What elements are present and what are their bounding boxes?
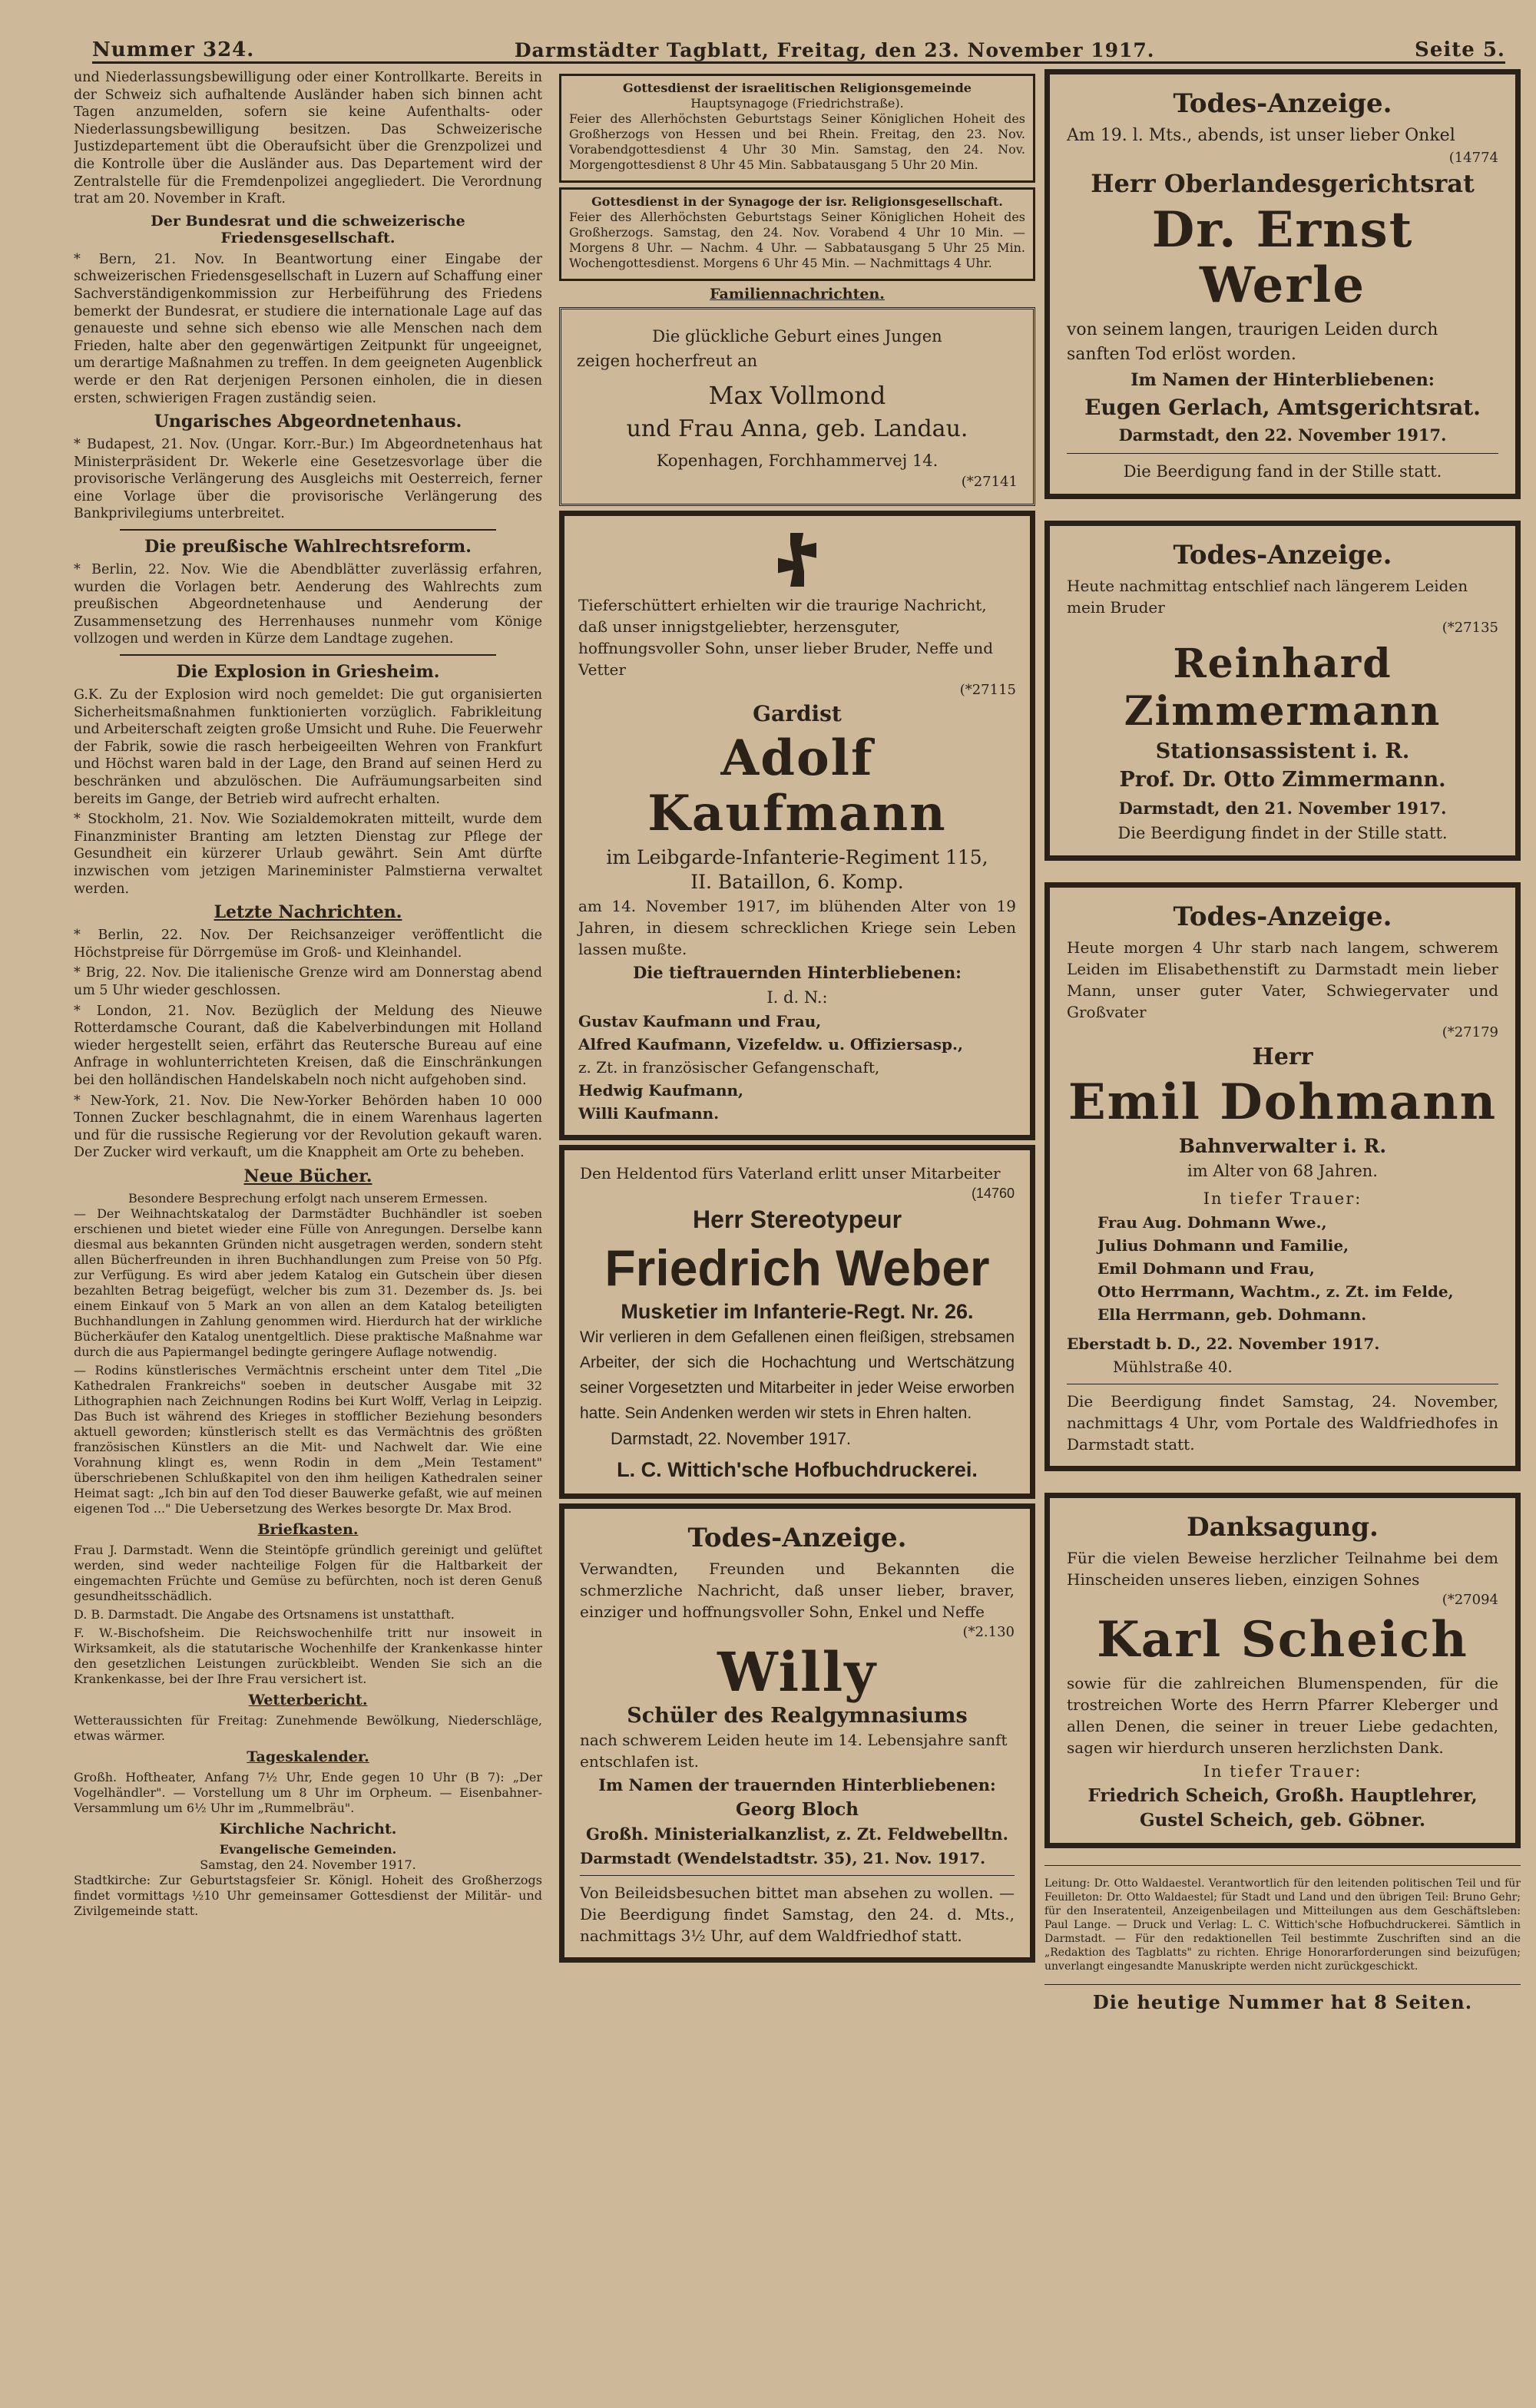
mourners-label: I. d. N.:	[766, 988, 828, 1007]
mourner: Emil Dohmann und Frau,	[1097, 1259, 1315, 1278]
issue-number: Nummer 324.	[92, 38, 255, 61]
notice-title: Danksagung.	[1187, 1512, 1379, 1543]
notice-text: Wir verlieren in dem Gefallenen einen fleißigen, strebsamen Arbeiter, der sich die Hochachtung und Wertschätzung seiner Vorgesetzten und Mitarbeiter in jeder Weise erworben hatte. Sein Andenken werden wir stets in Ehren halten.	[580, 1328, 1015, 1422]
paragraph: Frau J. Darmstadt. Wenn die Steintöpfe gründlich gereinigt und gelüftet werden, sind weder nachteilige Folgen für die Haltbarkeit der eingemachten Früchte und Gemüse zu befürchten, noch ist deren Genuß gesundheitsschädlich.	[74, 1542, 542, 1603]
deceased-age: im Alter von 68 Jahren.	[1187, 1162, 1378, 1180]
deceased-unit: im Leibgarde-Infanterie-Regiment 115,	[606, 846, 988, 868]
mourners-heading: Im Namen der trauernden Hinterbliebenen:	[598, 1775, 996, 1794]
birth-announcement	[559, 307, 1035, 506]
deceased-herr: Herr	[1252, 1044, 1313, 1070]
notice-intro: Tieferschüttert erhielten wir die traurige Nachricht, daß unser innigstgeliebter, herzensguter, hoffnungsvoller Sohn, unser lieber Bruder, Neffe und Vetter	[578, 596, 994, 679]
notice-intro: Heute nachmittag entschlief nach längerem Leiden mein Bruder	[1067, 577, 1468, 617]
paragraph: Stadtkirche: Zur Geburtstagsfeier Sr. Königl. Hoheit des Großherzogs findet vormittags ½10 Uhr gemeinsamer Gottesdienst der Militär- und Zivilgemeinde statt.	[74, 1872, 542, 1918]
deceased-rank: Herr Oberlandesgerichtsrat	[1091, 169, 1475, 198]
ad-reference: (14760	[971, 1186, 1015, 1201]
deceased-title: Herr Stereotypeur	[692, 1206, 902, 1233]
ad-reference: (*2.130	[962, 1624, 1015, 1640]
mourners-heading: Im Namen der Hinterbliebenen:	[1130, 370, 1435, 390]
notice-intro: Am 19. l. Mts., abends, ist unser lieber Onkel	[1067, 126, 1455, 145]
deceased-name: Dr. Ernst Werle	[1151, 201, 1414, 314]
notice-title: Gottesdienst der israelitischen Religionsgemeinde	[623, 81, 972, 95]
mourner: Hedwig Kaufmann,	[578, 1081, 744, 1100]
section-heading: Ungarisches Abgeordnetenhaus.	[154, 412, 462, 432]
deceased-rank: Bahnverwalter i. R.	[1178, 1135, 1387, 1157]
paragraph: * Bern, 21. Nov. In Beantwortung einer Eingabe der schweizerischen Friedensgesellschaft in Luzern auf Schaffung einer Sachverständigenkommission zur Herbeiführung des Friedens bemerkt der Bundesrat, er studiere die internationale Lage auf das genaueste und sehne sich ebenso wie alle Menschen nach dem Frieden, halte aber den gegenwärtigen Zeitpunkt für ungeeignet, um derartige Maßnahmen zu treffen. In dem geeigneten Augenblick werde er den Rat derjenigen Personen einholen, die in diesen ersten, schwierigen Fragen zuständig seien.	[74, 251, 542, 406]
mourner: Friedrich Scheich, Großh. Hauptlehrer,	[1087, 1785, 1478, 1806]
mourner: Julius Dohmann und Familie,	[1097, 1236, 1349, 1255]
paragraph: * London, 21. Nov. Bezüglich der Meldung des Nieuwe Rotterdamsche Courant, daß die Kabelverbindungen mit Holland wieder hergestellt seien, erfährt das Reutersche Bureau auf eine Anfrage in wohlunterrichteten Kreisen, daß die Einschränkungen bei den holländischen Handelskabeln noch nicht aufgehoben sind.	[74, 1003, 542, 1088]
mourner: Alfred Kaufmann, Vizefeldw. u. Offiziersasp.,	[578, 1035, 963, 1054]
page-number: Seite 5.	[1415, 38, 1505, 61]
section-heading: Wetterbericht.	[248, 1691, 368, 1708]
announcement-name: Max Vollmond	[708, 381, 886, 410]
notice-text: von seinem langen, traurigen Leiden durch sanften Tod erlöst worden.	[1067, 320, 1438, 364]
section-heading: Familiennachrichten.	[710, 286, 885, 303]
page-header	[92, 28, 1505, 64]
paragraph: und Niederlassungsbewilligung oder einer Kontrollkarte. Bereits in der Schweiz sich aufhaltende Ausländer haben sich binnen acht Tagen anzumelden, sofern sie keine Aufenthalts- oder Niederlassungsbewilligung besitzen. Das Schweizerische Justizdepartement übt die Oberaufsicht über die Grenzpolizei und die Kontrolle über die Ausländer aus. Das Departement wird der Zentralstelle für die Fremdenpolizei angegliedert. Die Verordnung trat am 20. November in Kraft.	[74, 70, 542, 207]
notice-date: Eberstadt b. D., 22. November 1917.	[1067, 1335, 1380, 1353]
paragraph: * Budapest, 21. Nov. (Ungar. Korr.-Bur.) Im Abgeordnetenhaus hat Ministerpräsident Dr. Wekerle eine Gesetzesvorlage über die provisorische Verlängerung des Ausgleichs mit Oesterreich, ferner eine Vorlage über die provisorische Verlängerung des Bankprivilegiums unterbreitet.	[74, 437, 542, 522]
section-subheading: Besondere Besprechung erfolgt nach unserem Ermessen.	[128, 1190, 488, 1206]
deceased-name: Friedrich Weber	[604, 1239, 990, 1296]
date-line: Samstag, den 24. November 1917.	[200, 1857, 416, 1872]
notice-intro: Heute morgen 4 Uhr starb nach langem, schwerem Leiden im Elisabethenstift zu Darmstadt mein lieber Mann, unser guter Vater, Schwiegervater und Großvater	[1067, 938, 1498, 1021]
page-count-note: Die heutige Nummer hat 8 Seiten.	[1092, 1991, 1473, 2013]
notice-text: nach schwerem Leiden heute im 14. Lebensjahre sanft entschlafen ist.	[580, 1731, 1008, 1771]
notice-date: Darmstadt, 22. November 1917.	[611, 1429, 852, 1448]
thanks-notice-scheich	[1044, 1493, 1521, 1848]
mourner: z. Zt. in französischer Gefangenschaft,	[578, 1058, 880, 1077]
deceased-name: Willy	[717, 1640, 877, 1704]
notice-subtitle: Hauptsynagoge (Friedrichstraße).	[690, 96, 904, 111]
deceased-rank: Gardist	[753, 701, 842, 726]
mourner: Otto Herrmann, Wachtm., z. Zt. im Felde,	[1097, 1282, 1454, 1301]
notice-text: am 14. November 1917, im blühenden Alter von 19 Jahren, in diesem schrecklichen Kriege sein Leben lassen mußte.	[578, 897, 1016, 958]
death-notice-zimmermann	[1044, 521, 1521, 861]
mourner: Frau Aug. Dohmann Wwe.,	[1097, 1213, 1327, 1232]
death-notice-kaufmann	[559, 511, 1035, 1140]
paragraph: * New-York, 21. Nov. Die New-Yorker Behörden haben 10 000 Tonnen Zucker beschlagnahmt, die in einem Warenhaus lagerten und für die russische Regierung vor der Revolution gekauft waren. Der Zucker wird verkauft, um die Knappheit am Orte zu beheben.	[74, 1093, 542, 1161]
notice-text: Feier des Allerhöchsten Geburtstags Seiner Königlichen Hoheit des Großherzogs von Hessen und bei Rhein. Freitag, den 23. Nov. Vorabendgottesdienst 4 Uhr 30 Min. Samstag, den 24. Nov. Morgengottesdienst 8 Uhr 45 Min. Sabbatausgang 5 Uhr 20 Min.	[569, 111, 1025, 172]
section-heading: Der Bundesrat und die schweizerische Friedensgesellschaft.	[151, 212, 465, 246]
masthead-line: Darmstädter Tagblatt, Freitag, den 23. November 1917.	[514, 39, 1155, 61]
notice-note: Die Beerdigung fand in der Stille statt.	[1123, 462, 1442, 481]
announcement-name: und Frau Anna, geb. Landau.	[626, 415, 968, 442]
paragraph: Großh. Hoftheater, Anfang 7½ Uhr, Ende gegen 10 Uhr (B 7): „Der Vogelhändler". — Vorstellung um 8 Uhr im Orpheum. — Eisenbahner-Versammlung um 6½ Uhr im „Rummelbräu".	[74, 1769, 542, 1815]
notice-title: Todes-Anzeige.	[1173, 540, 1392, 571]
deceased-school: Schüler des Realgymnasiums	[627, 1704, 968, 1728]
paragraph: — Der Weihnachtskatalog der Darmstädter Buchhändler ist soeben erschienen und bietet wieder eine Fülle von Anregungen. Derselbe kann diesmal aus bekannten Gründen nicht ausgetragen werden, sondern steht allen Bücherfreunden in ihren Buchhandlungen zum Preise von 50 Pfg. zur Verfügung. Es wird aber jedem Katalog ein Gutschein über diesen bezahlten Betrag beigefügt, welcher bis zum 31. Dezember ds. Js. bei einem Einkauf von 5 Mark an von allen an dem Katalog beteiligten Buchhandlungen in Zahlung genommen wird. Hierdurch hat der wirkliche Bücherkäufer den Katalog unentgeltlich. Diese praktische Maßnahme war durch die aus Papiermangel bedingte geringere Auflage notwendig.	[74, 1206, 542, 1359]
notice-title: Gottesdienst in der Synagoge der isr. Religionsgesellschaft.	[591, 194, 1003, 209]
death-notice-dohmann	[1044, 882, 1521, 1471]
paragraph: * Stockholm, 21. Nov. Wie Sozialdemokraten mitteilt, wurde dem Finanzminister Branting am letzten Dienstag zur Pflege der Gesundheit ein kürzerer Urlaub gewährt. Sein Amt dürfte inzwischen vom jetzigen Marineminister Palmstierna verwaltet werden.	[74, 812, 542, 897]
paragraph: * Brig, 22. Nov. Die italienische Grenze wird am Donnerstag abend um 5 Uhr wieder geschlossen.	[74, 965, 542, 998]
ad-reference: (*27179	[1442, 1024, 1498, 1040]
deceased-rank: Stationsassistent i. R.	[1155, 739, 1410, 763]
mourner: Georg Bloch	[735, 1799, 859, 1820]
deceased-unit: Musketier im Infanterie-Regt. Nr. 26.	[621, 1300, 974, 1323]
notice-address: Mühlstraße 40.	[1113, 1358, 1233, 1376]
notice-date: Darmstadt, den 21. November 1917.	[1118, 799, 1447, 818]
death-notice-willy	[559, 1503, 1035, 1963]
divider	[120, 654, 496, 656]
divider	[1044, 1865, 1521, 1866]
notice-date: Darmstadt, den 22. November 1917.	[1118, 425, 1447, 445]
divider	[1067, 453, 1498, 454]
section-heading: Neue Bücher.	[243, 1166, 372, 1186]
paragraph: F. W.-Bischofsheim. Die Reichswochenhilfe tritt nur insoweit in Wirksamkeit, als die statutarische Wochenhilfe der Krankenkasse hinter den gesetzlichen Leistungen zurückbleibt. Wenden Sie sich an die Krankenkasse, bei der Ihre Frau versichert ist.	[74, 1625, 542, 1686]
notice-text: sowie für die zahlreichen Blumenspenden, für die trostreichen Worte des Herrn Pfarrer Kleberger und allen Denen, die seiner in treuer Liebe gedachten, sagen wir hierdurch unseren herzlichsten Dank.	[1067, 1674, 1498, 1757]
notice-date: Darmstadt (Wendelstadtstr. 35), 21. Nov. 1917.	[580, 1849, 986, 1867]
notice-intro: Für die vielen Beweise herzlicher Teilnahme bei dem Hinscheiden unseres lieben, einzigen Sohnes	[1067, 1549, 1498, 1589]
notice-title: Todes-Anzeige.	[1173, 88, 1392, 119]
column-obituaries	[1044, 69, 1521, 2365]
mourner: Gustav Kaufmann und Frau,	[578, 1012, 822, 1030]
announcement-line: zeigen hocherfreut an	[577, 352, 758, 370]
divider	[120, 529, 496, 531]
service-notice	[559, 74, 1035, 183]
ad-reference: (*27094	[1442, 1592, 1498, 1608]
death-notice-weber	[559, 1145, 1035, 1499]
notice-signer: L. C. Wittich'sche Hofbuchdruckerei.	[617, 1458, 978, 1481]
paragraph: Wetteraussichten für Freitag: Zunehmende Bewölkung, Niederschläge, etwas wärmer.	[74, 1712, 542, 1743]
notice-intro: Den Heldentod fürs Vaterland erlitt unser Mitarbeiter	[580, 1164, 1001, 1182]
divider	[1044, 1984, 1521, 1985]
imprint: Leitung: Dr. Otto Waldaestel. Verantwortlich für den leitenden politischen Teil und für Feuilleton: Dr. Otto Waldaestel; für Stadt und Land und den übrigen Teil: Bruno Gehr; für den Inseratenteil, Anzeigenbeilagen und Mitteilungen aus dem Geschäftsleben: Paul Lange. — Druck und Verlag: L. C. Wittich'sche Hofbuchdruckerei. Sämtlich in Darmstadt. — Für den redaktionellen Teil bestimmte Zuschriften sind an die „Redaktion des Tagblatts" zu richten. Ehrige Honorarforderungen sind beizufügen; unverlangt eingesandte Manuskripte werden nicht zurückgeschickt.	[1044, 1877, 1521, 1973]
mourners-heading: Die tieftrauernden Hinterbliebenen:	[633, 963, 962, 982]
section-heading: Die preußische Wahlrechtsreform.	[144, 537, 472, 557]
section-heading: Letzte Nachrichten.	[214, 902, 402, 923]
ad-reference: (*27135	[1442, 620, 1498, 636]
section-heading: Die Explosion in Griesheim.	[176, 662, 440, 683]
section-heading: Tageskalender.	[247, 1748, 369, 1765]
notice-note: Die Beerdigung findet Samstag, 24. November, nachmittags 4 Uhr, vom Portale des Waldfriedhofes in Darmstadt statt.	[1067, 1392, 1498, 1454]
deceased-unit: II. Bataillon, 6. Komp.	[690, 871, 904, 893]
deceased-name: Karl Scheich	[1097, 1611, 1468, 1669]
announcement-place: Kopenhagen, Forchhammervej 14.	[656, 452, 938, 470]
mourner: Großh. Ministerialkanzlist, z. Zt. Feldwebelltn.	[586, 1824, 1008, 1844]
section-subheading: Evangelische Gemeinden.	[219, 1841, 397, 1857]
ad-reference: (*27141	[961, 474, 1018, 490]
notice-signer: Eugen Gerlach, Amtsgerichtsrat.	[1084, 395, 1481, 420]
deceased-name: Emil Dohmann	[1068, 1073, 1498, 1131]
mourners-heading: In tiefer Trauer:	[1203, 1189, 1362, 1208]
paragraph: D. B. Darmstadt. Die Angabe des Ortsnamens ist unstatthaft.	[74, 1606, 455, 1622]
ad-reference: (*27115	[959, 682, 1016, 698]
notice-text: Feier des Allerhöchsten Geburtstags Seiner Königlichen Hoheit des Großherzogs. Samstag, den 24. Nov. Vorabend 4 Uhr 10 Min. — Morgens 8 Uhr. — Nachm. 4 Uhr. — Sabbatausgang 5 Uhr 25 Min. Wochengottesdienst. Morgens 6 Uhr 45 Min. — Nachmittags 4 Uhr.	[569, 210, 1025, 270]
mourner: Willi Kaufmann.	[578, 1104, 720, 1123]
section-heading: Kirchliche Nachricht.	[219, 1820, 397, 1837]
mourner: Gustel Scheich, geb. Göbner.	[1139, 1810, 1425, 1831]
announcement-line: Die glückliche Geburt eines Jungen	[652, 327, 942, 346]
paragraph: * Berlin, 22. Nov. Der Reichsanzeiger veröffentlicht die Höchstpreise für Dörrgemüse im Groß- und Kleinhandel.	[74, 928, 542, 961]
notice-title: Todes-Anzeige.	[687, 1523, 907, 1553]
notice-note: Von Beileidsbesuchen bittet man absehen zu wollen. — Die Beerdigung findet Samstag, den 24. d. Mts., nachmittags 3½ Uhr, auf dem Waldfriedhof statt.	[580, 1884, 1015, 1945]
column-news	[74, 69, 542, 2365]
iron-cross-icon	[770, 533, 824, 587]
service-notice	[559, 187, 1035, 281]
notice-title: Todes-Anzeige.	[1173, 901, 1392, 932]
mourners-heading: In tiefer Trauer:	[1203, 1762, 1362, 1781]
mourner: Ella Herrmann, geb. Dohmann.	[1097, 1305, 1367, 1324]
notice-signer: Prof. Dr. Otto Zimmermann.	[1119, 768, 1446, 792]
notice-intro: Verwandten, Freunden und Bekannten die schmerzliche Nachricht, daß unser lieber, braver, einziger und hoffnungsvoller Sohn, Enkel und Neffe	[580, 1560, 1015, 1621]
ad-reference: (14774	[1448, 150, 1498, 166]
paragraph: — Rodins künstlerisches Vermächtnis erscheint unter dem Titel „Die Kathedralen Frankreichs" soeben in deutscher Ausgabe mit 32 Lithographien nach Zeichnungen Rodins bei Kurt Wolff, Verlag in Leipzig. Das Buch ist während des Krieges in stofflicher Beziehung besonders aktuell geworden; künstlerisch stellt es das Vermächtnis des größten französischen Künstlers an die Mit- und Nachwelt dar. Wie eine Vorahnung klingt es, wenn Rodin in dem „Mein Testament" überschriebenen Schlußkapitel von den ihm heiligen Kathedralen seiner Heimat sagt: „Ich bin auf den Tod dieser Bauwerke gefaßt, wie auf meinen eigenen Tod ..." Die Uebersetzung des Werkes besorgte Dr. Max Brod.	[74, 1362, 542, 1516]
paragraph: G.K. Zu der Explosion wird noch gemeldet: Die gut organisierten Sicherheitsmaßnahmen funktionierten vorzüglich. Fabrikleitung und Arbeiterschaft zeigten große Umsicht und Ruhe. Die Feuerwehr der Fabrik, sowie die rasch herbeigeeilten Wehren von Frankfurt und Höchst waren bald in der Lage, den Brand auf seinen Herd zu beschränken und abzulöschen. Die Aufräumungsarbeiten sind bereits im Gange, der Betrieb wird aufrecht erhalten.	[74, 687, 542, 807]
section-heading: Briefkasten.	[257, 1520, 359, 1538]
deceased-name: Adolf Kaufmann	[647, 729, 947, 842]
death-notice-werle	[1044, 69, 1521, 499]
column-notices	[559, 69, 1035, 2365]
divider	[580, 1875, 1015, 1876]
notice-note: Die Beerdigung findet in der Stille statt.	[1117, 824, 1448, 842]
paragraph: * Berlin, 22. Nov. Wie die Abendblätter zuverlässig erfahren, wurden die Vorlagen betr. Aenderung des Wahlrechts zum preußischen Abgeordnetenhause und Aenderung der Zusammensetzung des Herrenhauses nunmehr vom Könige vollzogen und werden in Kürze dem Landtage zugehen.	[74, 562, 542, 647]
deceased-name: Reinhard Zimmermann	[1124, 640, 1442, 735]
